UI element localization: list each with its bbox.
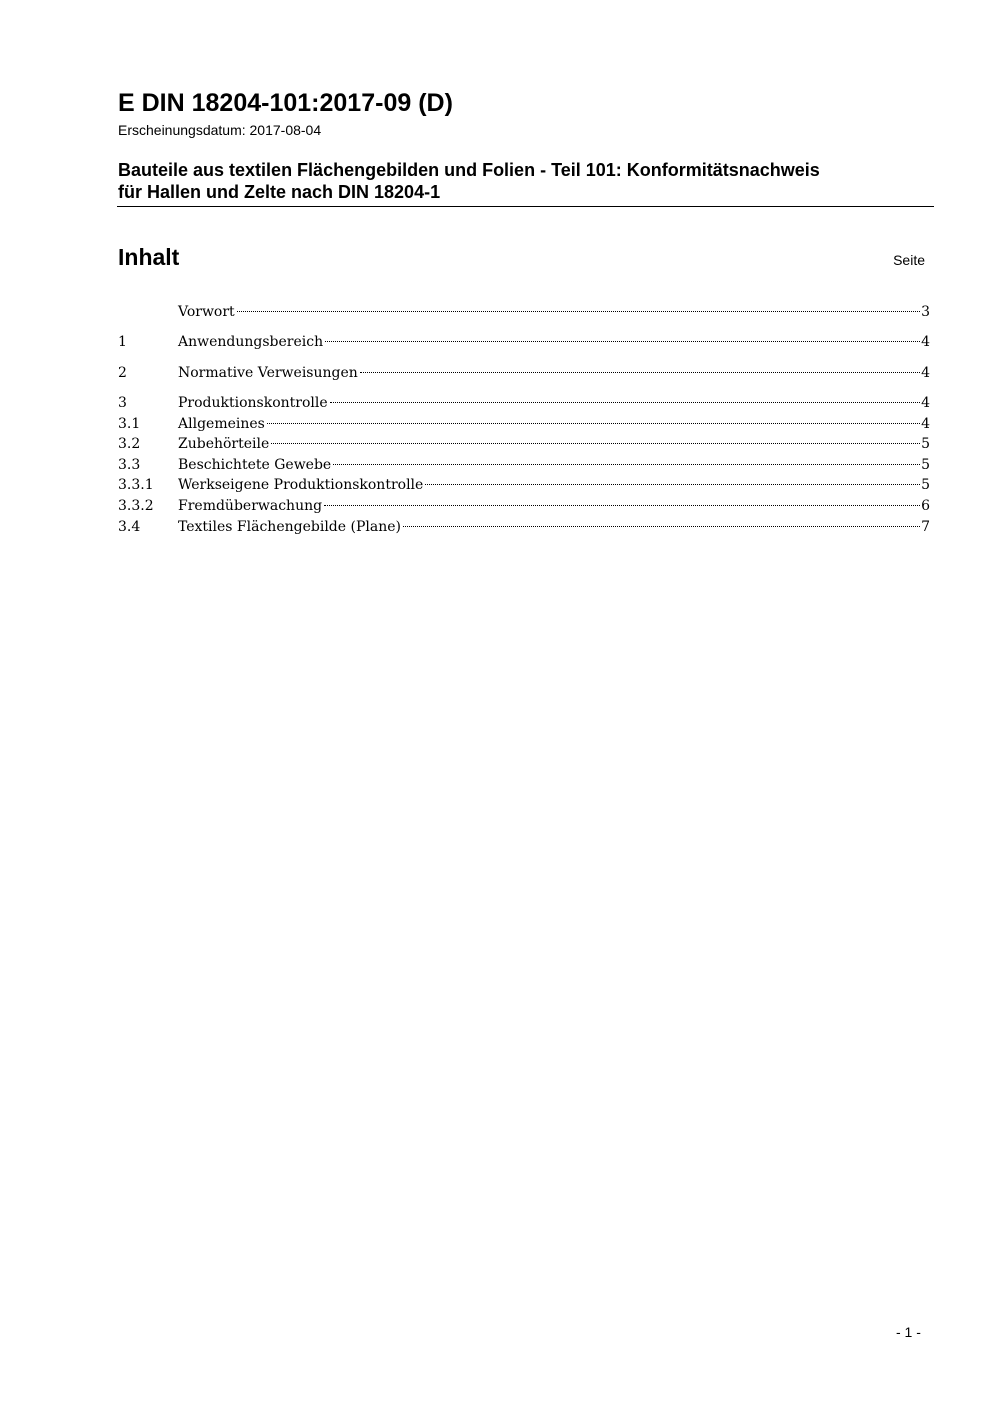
toc-leader-dots [324,505,920,506]
toc-page-column-label: Seite [893,252,925,268]
toc-leader-dots [267,423,920,424]
toc-entry[interactable] [118,414,930,434]
toc-entry-label: Anwendungsbereich [178,334,324,350]
toc-leader-dots [333,464,920,465]
publication-date: Erscheinungsdatum: 2017-08-04 [118,122,322,138]
toc-entry-page: 6 [921,498,930,514]
toc-leader-dots [237,311,920,312]
toc-entry-label: Zubehörteile [178,436,270,452]
toc-heading: Inhalt [118,244,180,270]
toc-entry-number: 3.2 [118,436,141,452]
toc-entry[interactable] [118,302,930,322]
toc-entry-label: Normative Verweisungen [178,365,358,381]
toc-entry-number: 2 [118,365,127,381]
toc-entry[interactable] [118,393,930,413]
toc-leader-dots [271,443,920,444]
toc-entry-number: 1 [118,334,127,350]
document-subtitle [118,159,934,203]
toc-entry-number: 3.3 [118,457,141,473]
toc-entry-page: 4 [921,365,930,381]
toc-entry-page: 4 [921,334,930,350]
toc-entry-page: 5 [921,436,930,452]
toc-leader-dots [403,526,920,527]
toc-leader-dots [425,484,920,485]
toc-entry-page: 7 [921,519,930,535]
toc-entry-label: Werkseigene Produktionskontrolle [178,477,424,493]
subtitle-line: Bauteile aus textilen Flächengebilden und Folien - Teil 101: Konformitätsnachweis [118,160,820,180]
toc-entry-label: Textiles Flächengebilde (Plane) [178,519,401,535]
toc-entry-page: 4 [921,395,930,411]
toc-entry-label: Allgemeines [178,416,265,432]
toc-entry[interactable] [118,455,930,475]
toc-entry-label: Produktionskontrolle [178,395,328,411]
toc-entry-label: Vorwort [178,304,235,320]
toc-leader-dots [360,372,920,373]
toc-entry-page: 3 [921,304,930,320]
header-divider [117,206,934,207]
toc-entry[interactable] [118,496,930,516]
toc-entry-page: 5 [921,457,930,473]
toc-entry-number: 3.3.1 [118,477,154,493]
toc-leader-dots [330,402,920,403]
toc-entry[interactable] [118,332,930,352]
toc-entry[interactable] [118,434,930,454]
toc-entry-label: Fremdüberwachung [178,498,323,514]
toc-entry-number: 3 [118,395,127,411]
toc-leader-dots [325,341,920,342]
toc-entry-number: 3.1 [118,416,141,432]
toc-entry-page: 5 [921,477,930,493]
toc-entry[interactable] [118,517,930,537]
toc-entry[interactable] [118,363,930,383]
page-number: - 1 - [896,1324,921,1340]
toc-entry-label: Beschichtete Gewebe [178,457,332,473]
toc-entry-page: 4 [921,416,930,432]
toc-entry-number: 3.4 [118,519,141,535]
toc-entry[interactable] [118,475,930,495]
document-title: E DIN 18204-101:2017-09 (D) [118,89,453,117]
toc-entry-number: 3.3.2 [118,498,154,514]
subtitle-line: für Hallen und Zelte nach DIN 18204-1 [118,182,441,202]
